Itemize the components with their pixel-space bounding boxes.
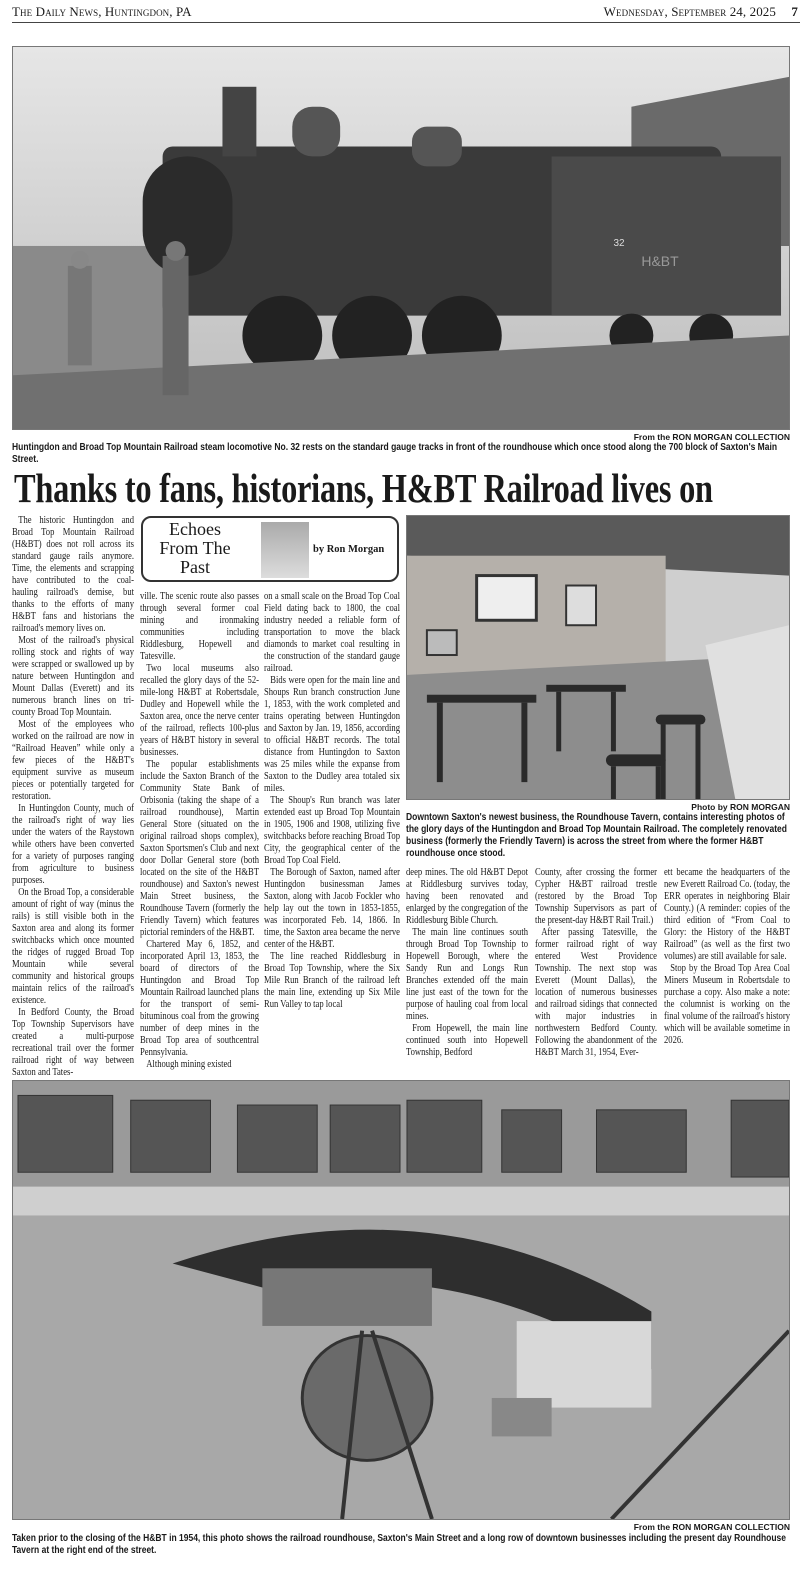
paragraph: The popular establishments include the Saxton Branch of the Community State Bank of Orbisonia (taking the shape of a railroad roundhouse), Martin General Store (situated on the original railroad shops complex), Saxton Sportsmen's Club and next door Dollar General store (both located on the site of the H&BT roundhouse) and Saxton's newest Main Street business, the Roundhouse Tavern (formerly the Friendly Tavern) which features pictorial reminders of the H&BT.: [140, 758, 259, 938]
column-text: [264, 590, 400, 1010]
photo-caption-wrap: [406, 812, 790, 860]
paragraph: Stop by the Broad Top Area Coal Miners Museum in Robertsdale to purchase a copy. Also make a note: the columnist is working on the final volume of the railroad's history which will be available sometime in 2026.: [664, 962, 790, 1046]
paragraph: Most of the railroad's physical rolling stock and rights of way were scrapped or swallowed up by nature between Huntingdon and Mount Dallas (Everett) and its numerous branch lines on tri-county Broad Top Mountain.: [12, 634, 134, 718]
paragraph: County, after crossing the former Cypher H&BT railroad trestle (restored by the Broad Top Township Supervisors as part of the present-day H&BT Rail Trail.): [535, 866, 657, 926]
photo-caption: Downtown Saxton's newest business, the Roundhouse Tavern, contains interesting photos of the glory days of the Huntingdon and Broad Top Mountain Railroad. The completely renovated business (formerly the Friendly Tavern) is across the street from where the former H&BT roundhouse once stood.: [406, 812, 787, 859]
column-text: [406, 866, 528, 1058]
paragraph: The main line continues south through Broad Top Township to Hopewell Borough, where the Sandy Run and Longs Run Branches extended off the main line just east of the town for the purpose of hauling coal from local mines.: [406, 926, 528, 1022]
column-text: [140, 590, 259, 1070]
paragraph: After passing Tatesville, the former railroad right of way entered West Providence Township. The next stop was Everett (Mount Dallas), the location of numerous businesses and railroad sidings that connected with major industries in northwestern Bedford County. Following the abandonment of the H&BT March 31, 1954, Ever-: [535, 926, 657, 1058]
byline: by Ron Morgan: [313, 544, 385, 555]
paragraph: deep mines. The old H&BT Depot at Riddlesburg survives today, having been renovated and enlarged by the congregation of the Riddlesburg Bible Church.: [406, 866, 528, 926]
article-column-5: [535, 866, 657, 1058]
paragraph: In Huntingdon County, much of the railroad's right of way lies under the waters of the Raystown while others have been converted for a variety of purposes ranging from agriculture to business purposes.: [12, 802, 134, 886]
column-logo: [141, 516, 399, 582]
tavern-interior-photo: [406, 515, 790, 800]
paragraph: Most of the employees who worked on the railroad are now in “Railroad Heaven” while only a few pieces of the H&BT's equipment survive as museum pieces or potentially targeted for restoration.: [12, 718, 134, 802]
paragraph: From Hopewell, the main line continued south into Hopewell Township, Bedford: [406, 1022, 528, 1058]
paper-name: The Daily News, Huntingdon, PA: [12, 4, 192, 19]
paragraph: The Borough of Saxton, named after Huntingdon businessman James Saxton, along with Jacob Fockler who help lay out the town in 1853-1855, was incorporated Feb. 14, 1866. In time, the Saxton area became the nerve center of the H&BT.: [264, 866, 400, 950]
photo-caption: Huntingdon and Broad Top Mountain Railroad steam locomotive No. 32 rests on the standard gauge tracks in front of the roundhouse which once stood along the 700 block of Saxton's Main Street.: [12, 442, 778, 465]
paragraph: Although mining existed: [146, 1058, 232, 1070]
photo-caption-wrap: [12, 442, 790, 466]
photo-credit: From the RON MORGAN COLLECTION: [633, 1522, 790, 1532]
paragraph: On the Broad Top, a considerable amount of right of way (minus the rails) is still visible both in the Saxton area and along its former switchbacks which once mounted the ridges of rugged Broad Top Mountain while several community and historical groups maintain relics of the railroad's existence.: [12, 886, 134, 1006]
article-column-4: [406, 866, 528, 1058]
column-text: [664, 866, 790, 1046]
paragraph: ett became the headquarters of the new Everett Railroad Co. (today, the ERR operates in neighboring Blair County.) (A reminder: copies of the third edition of “From Coal to Glory: the History of the H&BT Railroad” (as well as the first two volumes) are still available for sale.: [664, 866, 790, 962]
engine-number: 32: [613, 237, 625, 249]
paragraph: The line reached Riddlesburg in Broad Top Township, where the Six Mile Run Branch of the railroad left the main line, extending up Six Mile Run Valley to tap local: [264, 950, 400, 1010]
paragraph: The Shoup's Run branch was later extended east up Broad Top Mountain in 1905, 1906 and 1908, utilizing five switchbacks before reaching Broad Top City, the geographical center of the Broad Top Coal Field.: [264, 794, 401, 866]
article-column-3: [264, 590, 400, 1010]
paragraph: Chartered May 6, 1852, and incorporated April 13, 1853, the board of directors of the Huntingdon and Broad Top Mountain Railroad launched plans for the transport of semi-bituminous coal from the growing number of deep mines in the Broad Top area of southcentral Pennsylvania.: [140, 938, 259, 1058]
roundhouse-aerial-photo: [12, 1080, 790, 1520]
photo-credit: From the RON MORGAN COLLECTION: [633, 432, 790, 442]
photo-credit: Photo by RON MORGAN: [691, 802, 790, 812]
paragraph: Two local museums also recalled the glory days of the 52-mile-long H&BT at Robertsdale, Dudley and Hopewell while the Saxton area, once the nerve center of the railroad, reflects 100-plus years of H&BT history in several businesses.: [140, 662, 259, 758]
header-rule: [12, 22, 800, 23]
paragraph: on a small scale on the Broad Top Coal Field dating back to 1800, the coal industry needed a reliable form of transportation to move the black diamonds to market coal resulting in the construction of the standard gauge railroad.: [264, 590, 400, 674]
paragraph: The historic Huntingdon and Broad Top Mountain Railroad (H&BT) does not roll across its standard gauge rails anymore. Time, the elements and scrapping have contributed to the coal-hauling railroad's demise, but thanks to the efforts of many H&BT fans and historians the railroad's memory lives on.: [12, 514, 134, 634]
author-photo: [261, 522, 309, 578]
article-column-6: [664, 866, 790, 1046]
paragraph: In Bedford County, the Broad Top Township Supervisors have created a multi-purpose recreational trail over the former railroad right of way between Saxton and Tates-: [12, 1006, 134, 1078]
page-number: 7: [791, 4, 798, 19]
article-column-2: [140, 590, 259, 1070]
paragraph: Bids were open for the main line and Shoups Run branch construction June 1, 1853, with the work completed and trains operating between Huntingdon and Saxton by Jan. 19, 1856, according to official H&BT records. The total distance from Huntingdon to Saxton was 25 miles while the expanse from Saxton to the Dudley area totaled six miles.: [264, 674, 400, 794]
issue-date: Wednesday, September 24, 2025: [603, 4, 776, 19]
photo-caption-wrap: [12, 1533, 790, 1557]
paragraph: ville. The scenic route also passes through several former coal mining and ironmaking communities including Riddlesburg, Hopewell and Tatesville.: [140, 590, 259, 662]
photo-caption: Taken prior to the closing of the H&BT in 1954, this photo shows the railroad roundhouse, Saxton's Main Street and a long row of downtown businesses including the present day Roundhouse Tavern at the right end of the street.: [12, 1533, 787, 1556]
column-text: [12, 514, 134, 1078]
column-title: Echoes From The Past: [159, 519, 231, 577]
tender-lettering: H&BT: [641, 252, 679, 269]
locomotive-photo: [12, 46, 790, 430]
article-column-1: [12, 514, 134, 1078]
headline: Thanks to fans, historians, H&BT Railroad lives on: [14, 465, 713, 511]
column-text: [535, 866, 657, 1058]
